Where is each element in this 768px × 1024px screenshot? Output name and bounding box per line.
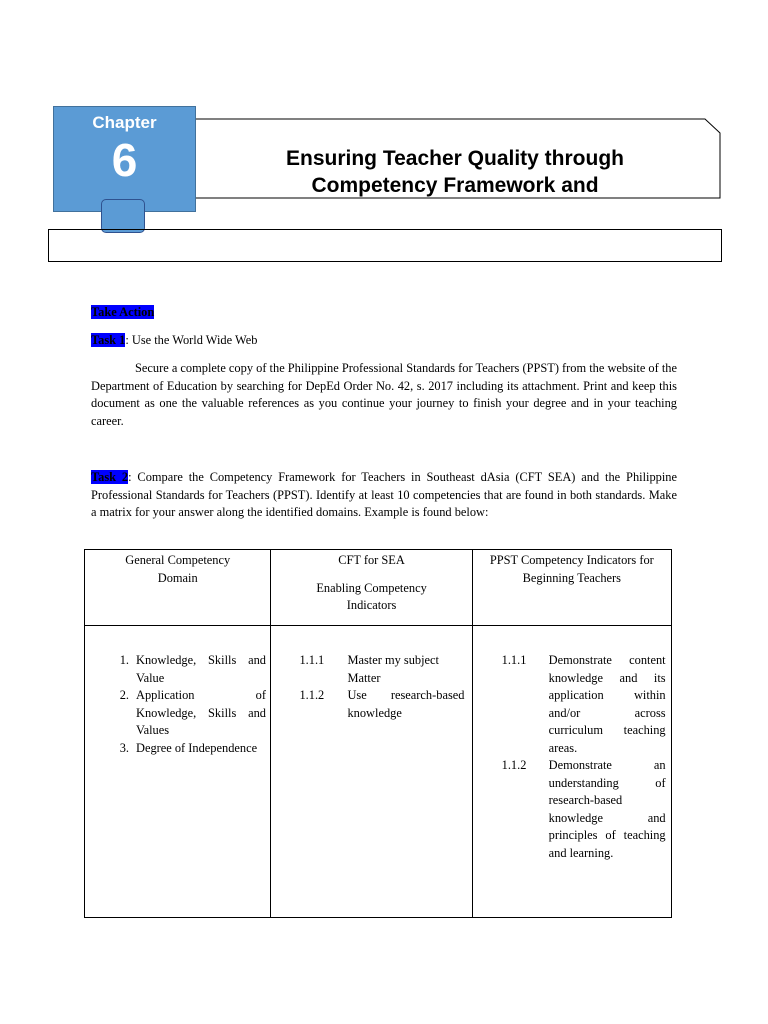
list-item: 2. Application of Knowledge, Skills and Values [119,688,266,737]
header-cft-sea: CFT for SEA Enabling Competency Indicators [271,550,472,626]
list-item: 3. Degree of Independence [119,740,258,755]
competency-matrix-table [84,549,672,918]
table-row [85,626,672,918]
chapter-title [200,145,710,199]
take-action-heading [91,304,154,322]
task1-body-text: Secure a complete copy of the Philippine Professional Standards for Teachers (PPST) from the website of the Department of Education by searching for DepEd Order No. 42, s. 2017 including its attachment. Print and keep this document as one the valuable references as you continue your journey to finish your degree and in your teaching career. [91,361,677,428]
list-item: 1.1.2 Demonstrate an understanding of research-based knowledge and principles of teaching and learning. [501,758,666,860]
task2-text: : Compare the Competency Framework for Teachers in Southeast dAsia (CFT SEA) and the Philippine Professional Standards for Teachers (PPST). Identify at least 10 competencies that are found in both standards. Make a matrix for your answer along the identified domains. Example is found below: [91,470,677,519]
chapter-badge [53,106,196,212]
task2-paragraph [91,469,677,522]
take-action-label: Take Action [91,305,155,319]
domain-list [85,652,270,757]
chapter-title-line2: Competency Framework and [311,174,599,197]
subtitle-box [48,229,722,262]
ppst-cell [472,626,671,918]
task1-line [91,332,257,350]
chapter-number: 6 [111,134,138,186]
task1-body [91,360,677,430]
list-item: 1. Knowledge, Skills and Value [119,653,266,685]
list-item: 1.1.1 Demonstrate content knowledge and its application within and/or across curriculum teaching areas. [501,653,666,755]
task1-text: : Use the World Wide Web [125,333,258,347]
list-item: 1.1.2 Use research-based knowledge [299,688,465,720]
domain-cell [85,626,271,918]
table-header-row [85,550,672,626]
cft-cell [271,626,472,918]
header-general-domain: General Competency Domain [85,550,271,626]
chapter-title-line1: Ensuring Teacher Quality through [286,147,624,170]
task1-label: Task 1 [91,333,126,347]
header-ppst: PPST Competency Indicators for Beginning Teachers [472,550,671,626]
list-item: 1.1.1 Master my subject Matter [299,653,440,685]
chapter-label: Chapter [92,113,157,132]
chapter-tab-decoration [101,199,145,233]
task2-label: Task 2 [91,470,129,484]
